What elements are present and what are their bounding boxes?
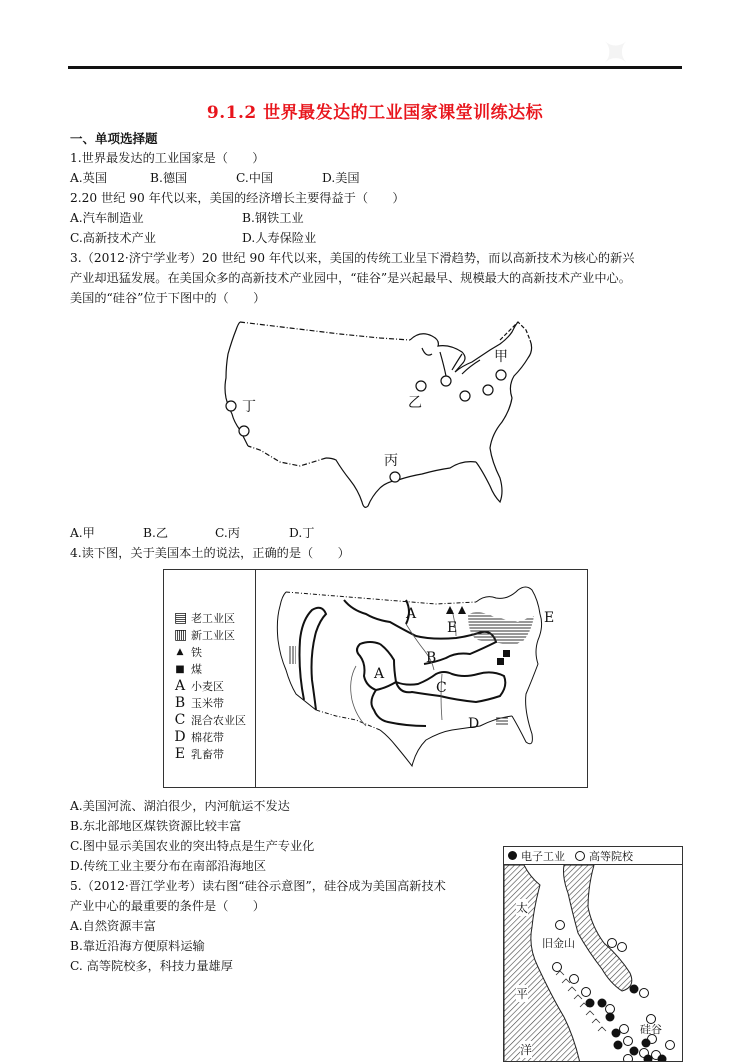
map-label-yi: 乙 (408, 395, 422, 411)
sv-label-tai: 太 (516, 901, 529, 915)
filled-circle-icon (508, 851, 517, 860)
q5-option-a[interactable]: A.自然资源丰富 (70, 919, 156, 933)
q1-option-b[interactable]: B.德国 (150, 171, 188, 185)
q2-option-b[interactable]: B.钢铁工业 (242, 211, 304, 225)
zone-letter-b: B (426, 650, 437, 666)
q4-option-d[interactable]: D.传统工业主要分布在南部沿海地区 (70, 859, 267, 873)
header-rule (68, 66, 682, 69)
q4-option-b[interactable]: B.东北部地区煤铁资源比较丰富 (70, 819, 242, 833)
q5-option-c[interactable]: C. 高等院校多，科技力量雄厚 (70, 959, 233, 973)
section-heading: 一、单项选择题 (70, 131, 158, 146)
q5-option-b[interactable]: B.靠近沿海方便原料运输 (70, 939, 205, 953)
q1-option-d[interactable]: D.美国 (322, 171, 360, 185)
zone-letter-a: A (374, 666, 385, 682)
watermark: ✦ (588, 24, 645, 82)
q3-stem-line2: 产业却迅猛发展。在美国众多的高新技术产业园中，“硅谷”是兴起最早、规模最大的高新技术产业中心。 (70, 271, 631, 285)
q5-stem-line1: 5.（2012·晋江学业考）读右图“硅谷示意图”，硅谷成为美国高新技术 (70, 879, 446, 893)
open-circle-icon (575, 851, 585, 861)
page-title: 9.1.2 世界最发达的工业国家课堂训练达标 (206, 103, 544, 123)
q3-option-d[interactable]: D.丁 (289, 526, 315, 540)
square-icon: ■ (175, 663, 185, 675)
q3-stem-line3: 美国的“硅谷”位于下图中的（ ） (70, 291, 266, 305)
agri-map-area (256, 570, 587, 786)
q5-stem-line2: 产业中心的最重要的条件是（ ） (70, 899, 265, 913)
zone-letter-e: E (544, 610, 555, 626)
iron-marker (458, 606, 466, 614)
map-label-ding: 丁 (242, 399, 256, 415)
vertical-hatch-icon: ▥ (174, 627, 188, 643)
triangle-icon: ▲ (176, 647, 184, 657)
legend-coal: ■ 煤 (175, 663, 202, 676)
sv-label-yang: 洋 (520, 1043, 533, 1057)
city-marker-la (239, 426, 249, 436)
q3-option-a[interactable]: A.甲 (70, 526, 95, 540)
zone-letter-e: E (447, 620, 458, 636)
iron-marker (446, 606, 454, 614)
city-marker-ding (226, 401, 236, 411)
q4-option-c[interactable]: C.图中显示美国农业的突出特点是生产专业化 (70, 839, 315, 853)
legend-old-industrial: ▤ 老工业区 (174, 610, 235, 626)
city-marker-yi (416, 381, 426, 391)
new-industrial-area (288, 646, 296, 664)
q4-option-a[interactable]: A.美国河流、湖泊很少，内河航运不发达 (70, 799, 290, 813)
q1-option-c[interactable]: C.中国 (236, 171, 274, 185)
q2-stem: 2.20 世纪 90 年代以来，美国的经济增长主要得益于（ ） (70, 191, 405, 205)
map-label-bing: 丙 (384, 453, 398, 469)
coal-marker (497, 658, 504, 665)
horizontal-hatch-icon: ▤ (174, 610, 188, 626)
q2-option-d[interactable]: D.人寿保险业 (242, 231, 317, 245)
q3-option-b[interactable]: B.乙 (143, 526, 169, 540)
coal-marker (503, 650, 510, 657)
q4-stem: 4.读下图，关于美国本土的说法，正确的是（ ） (70, 546, 350, 560)
q1-option-a[interactable]: A.英国 (70, 171, 108, 185)
silicon-valley-map (503, 846, 683, 1062)
map-legend (164, 570, 256, 787)
city-marker-jia (496, 370, 506, 380)
city-marker-philadelphia (483, 385, 493, 395)
zone-letter-a: A (406, 606, 417, 622)
zone-letter-c: C (436, 680, 447, 696)
legend-iron: ▲ 铁 (174, 644, 202, 660)
city-marker-bing (390, 472, 400, 482)
map-label-jia: 甲 (494, 349, 508, 365)
usa-agriculture-industry-map (163, 569, 588, 788)
city-marker-pittsburgh (460, 391, 470, 401)
legend-new-industrial: ▥ 新工业区 (174, 627, 235, 643)
legend-dairy: E 乳畜带 (174, 746, 224, 762)
gulf-industrial-area (496, 716, 508, 726)
q3-stem-line1: 3.（2012·济宁学业考）20 世纪 90 年代以来，美国的传统工业呈下滑趋势，而以高新技术为核心的新兴 (70, 251, 635, 265)
q2-option-a[interactable]: A.汽车制造业 (70, 211, 144, 225)
legend-cotton: D 棉花带 (174, 729, 224, 745)
agri-map-svg (256, 570, 587, 786)
zone-letter-d: D (468, 716, 480, 732)
sv-label-ping: 平 (516, 987, 529, 1001)
sv-label-san-francisco: 旧金山 (542, 937, 575, 950)
q1-stem: 1.世界最发达的工业国家是（ ） (70, 151, 265, 165)
sv-map-legend: 电子工业 高等院校 (504, 847, 682, 865)
legend-mixed-farming: C 混合农业区 (174, 712, 246, 728)
city-marker-detroit (441, 376, 451, 386)
legend-corn: B 玉米带 (174, 695, 224, 711)
q3-option-c[interactable]: C.丙 (215, 526, 240, 540)
old-industrial-area (468, 612, 534, 644)
legend-wheat: A 小麦区 (174, 678, 224, 694)
usa-outline-map (200, 310, 560, 520)
sv-label-silicon-valley: 硅谷 (640, 1023, 662, 1036)
q2-option-c[interactable]: C.高新技术产业 (70, 231, 156, 245)
